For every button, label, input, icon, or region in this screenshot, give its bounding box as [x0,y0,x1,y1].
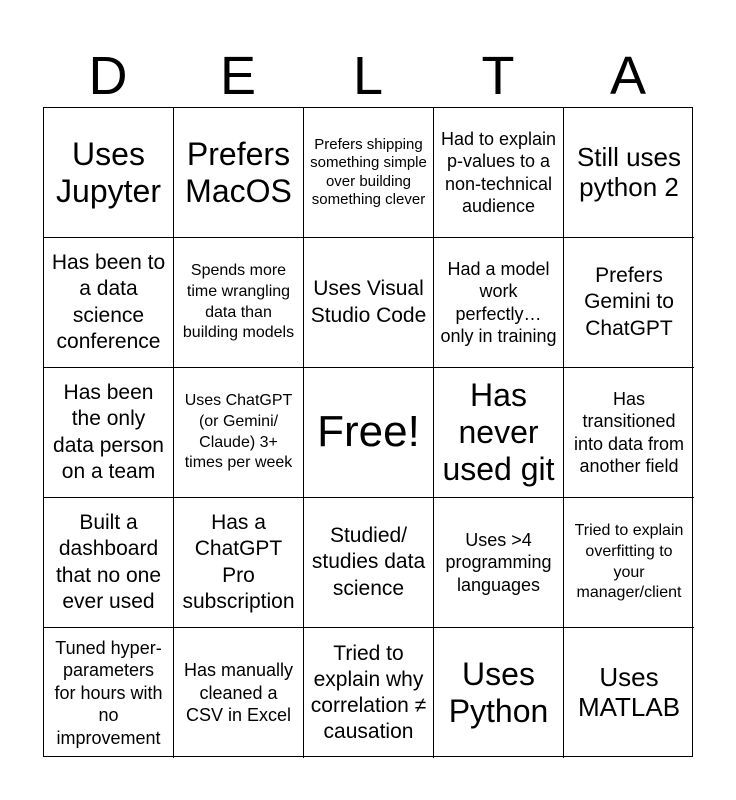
cell-text: Had to explain p-values to a non-technical audience [440,128,557,216]
bingo-cell[interactable] [174,368,304,498]
header-letter-l: L [352,46,384,106]
bingo-cell[interactable] [304,108,434,238]
bingo-cell[interactable] [564,628,694,758]
bingo-cell[interactable] [304,498,434,628]
bingo-cell[interactable] [174,238,304,368]
cell-text: Has manually cleaned a CSV in Excel [183,660,294,726]
cell-text: Tuned hyper-parameters for hours with no improvement [54,637,163,748]
bingo-cell[interactable] [44,108,174,238]
cell-text: Uses ChatGPT (or Gemini/ Claude) 3+ times per week [184,391,293,472]
bingo-cell[interactable] [434,238,564,368]
bingo-cell[interactable] [434,628,564,758]
cell-text: Uses >4 programming languages [445,529,552,595]
cell-text: Prefers shipping something simple over building something clever [310,135,427,208]
cell-text: Uses Jupyter [56,135,161,209]
bingo-header [43,44,693,108]
header-letter-e: E [219,46,257,106]
cell-text: Uses Visual Studio Code [310,277,427,327]
header-letter-a: A [609,46,647,106]
bingo-cell[interactable] [434,368,564,498]
cell-text: Has been the only data person on a team [53,381,164,483]
bingo-cell[interactable] [564,498,694,628]
cell-text: Built a dashboard that no one ever used [55,511,162,613]
cell-text: Tried to explain overfitting to your manager/client [574,521,684,602]
cell-text: Prefers MacOS [185,135,292,209]
bingo-cell[interactable] [174,108,304,238]
cell-text: Uses Python [448,656,549,729]
free-space-cell[interactable] [304,368,434,498]
bingo-cell[interactable] [564,108,694,238]
cell-text: Had a model work perfectly… only in training [440,258,557,346]
cell-text: Studied/ studies data science [311,524,426,600]
header-letter-d: D [88,46,128,106]
cell-text: Prefers Gemini to ChatGPT [584,264,674,340]
cell-text: Still uses python 2 [576,141,682,202]
bingo-cell[interactable] [434,108,564,238]
bingo-cell[interactable] [174,498,304,628]
bingo-cell[interactable] [44,368,174,498]
bingo-cell[interactable] [304,628,434,758]
bingo-cell[interactable] [44,498,174,628]
bingo-cell[interactable] [304,238,434,368]
cell-text: Has a ChatGPT Pro subscription [182,511,295,613]
bingo-cell[interactable] [44,628,174,758]
bingo-cell[interactable] [564,368,694,498]
bingo-cell[interactable] [564,238,694,368]
bingo-cell[interactable] [44,238,174,368]
bingo-cell[interactable] [434,498,564,628]
cell-text: Spends more time wrangling data than building models [182,261,295,342]
cell-text: Has never used git [442,377,555,487]
header-letter-t: T [481,46,515,106]
cell-text: Has been to a data science conference [51,251,166,353]
cell-text: Has transitioned into data from another field [573,388,685,476]
cell-text: Tried to explain why correlation ≠ causation [310,641,427,744]
bingo-board [43,107,693,757]
cell-text: Free! [317,407,420,457]
cell-text: Uses MATLAB [577,662,681,722]
bingo-cell[interactable] [174,628,304,758]
